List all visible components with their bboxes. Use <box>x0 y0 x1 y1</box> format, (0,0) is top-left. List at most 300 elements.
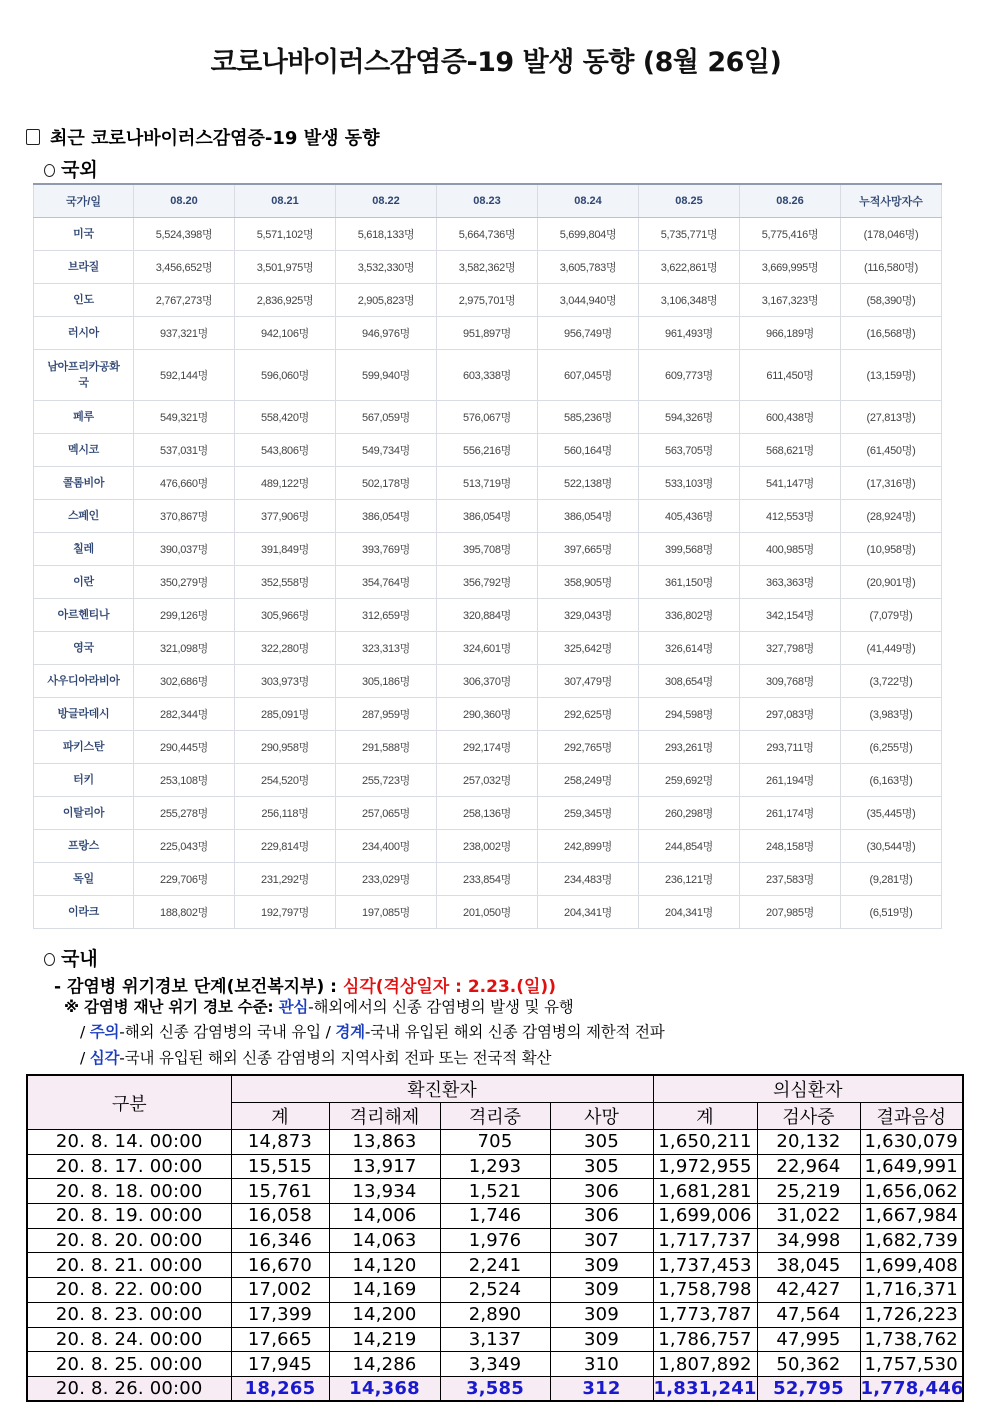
isolated-cell: 2,241 <box>440 1253 550 1278</box>
case-count: 412,553명 <box>740 499 841 532</box>
cumulative-deaths: (116,580명) <box>841 250 942 283</box>
case-count: 370,867명 <box>134 499 235 532</box>
cumulative-deaths: (178,046명) <box>841 217 942 250</box>
case-count: 204,341명 <box>538 895 639 928</box>
isolated-cell: 2,890 <box>440 1302 550 1327</box>
case-count: 233,854명 <box>437 862 538 895</box>
case-count: 188,802명 <box>134 895 235 928</box>
case-count: 322,280명 <box>235 631 336 664</box>
deaths-cell: 305 <box>550 1130 653 1155</box>
deaths-cell: 310 <box>550 1352 653 1377</box>
case-count: 603,338명 <box>437 349 538 400</box>
case-count: 292,625명 <box>538 697 639 730</box>
case-count: 201,050명 <box>437 895 538 928</box>
case-count: 3,456,652명 <box>134 250 235 283</box>
table-row <box>34 763 942 796</box>
table-row <box>27 1228 963 1253</box>
negative-cell: 1,699,408 <box>860 1253 963 1278</box>
case-count: 292,765명 <box>538 730 639 763</box>
case-count: 207,985명 <box>740 895 841 928</box>
country-name: 터키 <box>34 763 134 796</box>
case-count: 305,186명 <box>336 664 437 697</box>
suspected-total-cell: 1,807,892 <box>653 1352 757 1377</box>
isolated-cell: 1,293 <box>440 1154 550 1179</box>
case-count: 282,344명 <box>134 697 235 730</box>
cumulative-deaths: (58,390명) <box>841 283 942 316</box>
date-cell: 20. 8. 26. 00:00 <box>27 1376 231 1401</box>
header-country-date: 국가/일 <box>34 184 134 217</box>
case-count: 225,043명 <box>134 829 235 862</box>
case-count: 956,749명 <box>538 316 639 349</box>
confirmed-total-cell: 18,265 <box>231 1376 329 1401</box>
table-row <box>27 1302 963 1327</box>
released-cell: 14,063 <box>329 1228 440 1253</box>
table-row-latest <box>27 1376 963 1401</box>
case-count: 307,479명 <box>538 664 639 697</box>
country-name <box>34 349 134 400</box>
alert-note-line-3 <box>80 1046 551 1068</box>
alert-note-line-1 <box>64 995 574 1017</box>
testing-cell: 38,045 <box>757 1253 860 1278</box>
table-row <box>27 1352 963 1377</box>
level-desc: -국내 유입된 해외 신종 감염병의 지역사회 전파 또는 전국적 확산 <box>119 1049 552 1067</box>
case-count: 309,768명 <box>740 664 841 697</box>
negative-cell: 1,738,762 <box>860 1327 963 1352</box>
suspected-total-cell: 1,831,241 <box>653 1376 757 1401</box>
case-count: 611,450명 <box>740 349 841 400</box>
case-count: 285,091명 <box>235 697 336 730</box>
header-cumulative-deaths: 누적사망자수 <box>841 184 942 217</box>
negative-cell: 1,649,991 <box>860 1154 963 1179</box>
case-count: 305,966명 <box>235 598 336 631</box>
case-count: 237,583명 <box>740 862 841 895</box>
testing-cell: 22,964 <box>757 1154 860 1179</box>
case-count: 363,363명 <box>740 565 841 598</box>
case-count: 391,849명 <box>235 532 336 565</box>
case-count: 594,326명 <box>639 400 740 433</box>
date-cell: 20. 8. 21. 00:00 <box>27 1253 231 1278</box>
case-count: 329,043명 <box>538 598 639 631</box>
suspected-total-cell: 1,737,453 <box>653 1253 757 1278</box>
table-row <box>34 499 942 532</box>
confirmed-total-cell: 17,399 <box>231 1302 329 1327</box>
circle-icon <box>44 953 55 966</box>
note-intro: ※ 감염병 재난 위기 경보 수준: <box>64 998 279 1016</box>
released-cell: 14,169 <box>329 1278 440 1303</box>
case-count: 255,723명 <box>336 763 437 796</box>
released-cell: 14,200 <box>329 1302 440 1327</box>
table-row <box>34 433 942 466</box>
international-header-row <box>34 184 942 217</box>
case-count: 261,174명 <box>740 796 841 829</box>
international-table <box>33 183 942 929</box>
case-count: 2,836,925명 <box>235 283 336 316</box>
header-testing: 검사중 <box>757 1103 860 1130</box>
table-row <box>27 1278 963 1303</box>
country-name: 콜롬비아 <box>34 466 134 499</box>
case-count: 600,438명 <box>740 400 841 433</box>
case-count: 292,174명 <box>437 730 538 763</box>
table-row <box>34 829 942 862</box>
domestic-label: 국내 <box>61 948 98 970</box>
level-desc: -국내 유입된 해외 신종 감염병의 제한적 전파 <box>364 1023 665 1041</box>
date-cell: 20. 8. 20. 00:00 <box>27 1228 231 1253</box>
country-name: 파키스탄 <box>34 730 134 763</box>
table-row <box>34 349 942 400</box>
case-count: 966,189명 <box>740 316 841 349</box>
case-count: 354,764명 <box>336 565 437 598</box>
confirmed-total-cell: 15,515 <box>231 1154 329 1179</box>
cumulative-deaths: (3,722명) <box>841 664 942 697</box>
case-count: 312,659명 <box>336 598 437 631</box>
header-suspected-group: 의심환자 <box>653 1075 963 1103</box>
cumulative-deaths: (35,445명) <box>841 796 942 829</box>
case-count: 321,098명 <box>134 631 235 664</box>
case-count: 350,279명 <box>134 565 235 598</box>
case-count: 397,665명 <box>538 532 639 565</box>
header-category: 구분 <box>27 1075 231 1130</box>
case-count: 326,614명 <box>639 631 740 664</box>
case-count: 291,588명 <box>336 730 437 763</box>
case-count: 236,121명 <box>639 862 740 895</box>
released-cell: 13,917 <box>329 1154 440 1179</box>
deaths-cell: 309 <box>550 1253 653 1278</box>
case-count: 558,420명 <box>235 400 336 433</box>
cumulative-deaths: (9,281명) <box>841 862 942 895</box>
negative-cell: 1,757,530 <box>860 1352 963 1377</box>
case-count: 342,154명 <box>740 598 841 631</box>
released-cell: 14,120 <box>329 1253 440 1278</box>
header-confirmed-total: 계 <box>231 1103 329 1130</box>
case-count: 576,067명 <box>437 400 538 433</box>
table-row <box>34 400 942 433</box>
case-count: 233,029명 <box>336 862 437 895</box>
date-cell: 20. 8. 14. 00:00 <box>27 1130 231 1155</box>
confirmed-total-cell: 16,058 <box>231 1204 329 1229</box>
case-count: 323,313명 <box>336 631 437 664</box>
case-count: 192,797명 <box>235 895 336 928</box>
section-heading <box>26 124 380 150</box>
international-heading <box>44 155 98 182</box>
case-count: 260,298명 <box>639 796 740 829</box>
case-count: 386,054명 <box>437 499 538 532</box>
level-name: 심각 <box>89 1049 120 1067</box>
date-cell: 20. 8. 24. 00:00 <box>27 1327 231 1352</box>
case-count: 361,150명 <box>639 565 740 598</box>
testing-cell: 47,995 <box>757 1327 860 1352</box>
date-cell: 20. 8. 18. 00:00 <box>27 1179 231 1204</box>
case-count: 390,037명 <box>134 532 235 565</box>
table-row <box>34 631 942 664</box>
case-count: 261,194명 <box>740 763 841 796</box>
case-count: 513,719명 <box>437 466 538 499</box>
negative-cell: 1,656,062 <box>860 1179 963 1204</box>
case-count: 294,598명 <box>639 697 740 730</box>
deaths-cell: 305 <box>550 1154 653 1179</box>
case-count: 3,582,362명 <box>437 250 538 283</box>
released-cell: 13,863 <box>329 1130 440 1155</box>
case-count: 3,501,975명 <box>235 250 336 283</box>
case-count: 563,705명 <box>639 433 740 466</box>
header-date: 08.26 <box>740 184 841 217</box>
header-date: 08.20 <box>134 184 235 217</box>
testing-cell: 20,132 <box>757 1130 860 1155</box>
isolated-cell: 2,524 <box>440 1278 550 1303</box>
deaths-cell: 306 <box>550 1204 653 1229</box>
cumulative-deaths: (10,958명) <box>841 532 942 565</box>
suspected-total-cell: 1,758,798 <box>653 1278 757 1303</box>
country-name: 멕시코 <box>34 433 134 466</box>
case-count: 3,167,323명 <box>740 283 841 316</box>
negative-cell: 1,682,739 <box>860 1228 963 1253</box>
case-count: 287,959명 <box>336 697 437 730</box>
cumulative-deaths: (28,924명) <box>841 499 942 532</box>
released-cell: 14,006 <box>329 1204 440 1229</box>
confirmed-total-cell: 14,873 <box>231 1130 329 1155</box>
case-count: 244,854명 <box>639 829 740 862</box>
header-confirmed-group: 확진환자 <box>231 1075 653 1103</box>
table-row <box>27 1154 963 1179</box>
deaths-cell: 312 <box>550 1376 653 1401</box>
level-name: 주의 <box>89 1023 120 1041</box>
date-cell: 20. 8. 23. 00:00 <box>27 1302 231 1327</box>
case-count: 522,138명 <box>538 466 639 499</box>
case-count: 229,814명 <box>235 829 336 862</box>
case-count: 352,558명 <box>235 565 336 598</box>
country-name: 독일 <box>34 862 134 895</box>
case-count: 3,605,783명 <box>538 250 639 283</box>
case-count: 259,692명 <box>639 763 740 796</box>
date-cell: 20. 8. 22. 00:00 <box>27 1278 231 1303</box>
case-count: 308,654명 <box>639 664 740 697</box>
case-count: 946,976명 <box>336 316 437 349</box>
case-count: 5,735,771명 <box>639 217 740 250</box>
case-count: 3,044,940명 <box>538 283 639 316</box>
table-row <box>34 565 942 598</box>
cumulative-deaths: (6,163명) <box>841 763 942 796</box>
case-count: 502,178명 <box>336 466 437 499</box>
country-name: 인도 <box>34 283 134 316</box>
domestic-header-group-row <box>27 1075 963 1103</box>
case-count: 395,708명 <box>437 532 538 565</box>
case-count: 2,905,823명 <box>336 283 437 316</box>
case-count: 293,261명 <box>639 730 740 763</box>
country-name: 이라크 <box>34 895 134 928</box>
suspected-total-cell: 1,972,955 <box>653 1154 757 1179</box>
testing-cell: 31,022 <box>757 1204 860 1229</box>
country-name-line: 국 <box>78 376 89 389</box>
case-count: 327,798명 <box>740 631 841 664</box>
case-count: 258,136명 <box>437 796 538 829</box>
international-label: 국외 <box>61 159 98 181</box>
country-name: 미국 <box>34 217 134 250</box>
table-row <box>34 664 942 697</box>
alert-note-line-2 <box>80 1020 665 1042</box>
domestic-heading <box>44 944 98 971</box>
case-count: 325,642명 <box>538 631 639 664</box>
cumulative-deaths: (17,316명) <box>841 466 942 499</box>
header-date: 08.25 <box>639 184 740 217</box>
isolated-cell: 705 <box>440 1130 550 1155</box>
case-count: 560,164명 <box>538 433 639 466</box>
case-count: 255,278명 <box>134 796 235 829</box>
country-name: 칠레 <box>34 532 134 565</box>
country-name: 페루 <box>34 400 134 433</box>
case-count: 3,622,861명 <box>639 250 740 283</box>
date-cell: 20. 8. 19. 00:00 <box>27 1204 231 1229</box>
case-count: 248,158명 <box>740 829 841 862</box>
negative-cell: 1,726,223 <box>860 1302 963 1327</box>
case-count: 568,621명 <box>740 433 841 466</box>
table-row <box>27 1327 963 1352</box>
case-count: 303,973명 <box>235 664 336 697</box>
deaths-cell: 306 <box>550 1179 653 1204</box>
cumulative-deaths: (27,813명) <box>841 400 942 433</box>
case-count: 257,032명 <box>437 763 538 796</box>
confirmed-total-cell: 15,761 <box>231 1179 329 1204</box>
country-name: 아르헨티나 <box>34 598 134 631</box>
table-row <box>34 796 942 829</box>
case-count: 533,103명 <box>639 466 740 499</box>
case-count: 293,711명 <box>740 730 841 763</box>
released-cell: 14,219 <box>329 1327 440 1352</box>
header-date: 08.21 <box>235 184 336 217</box>
separator: / <box>325 1023 336 1041</box>
case-count: 290,360명 <box>437 697 538 730</box>
negative-cell: 1,667,984 <box>860 1204 963 1229</box>
table-row <box>34 895 942 928</box>
confirmed-total-cell: 17,665 <box>231 1327 329 1352</box>
table-row <box>34 217 942 250</box>
isolated-cell: 1,746 <box>440 1204 550 1229</box>
country-name: 러시아 <box>34 316 134 349</box>
suspected-total-cell: 1,717,737 <box>653 1228 757 1253</box>
level-name: 관심 <box>278 998 309 1016</box>
table-row <box>34 250 942 283</box>
released-cell: 14,368 <box>329 1376 440 1401</box>
level-desc: -해외에서의 신종 감염병의 발생 및 유행 <box>308 998 574 1016</box>
case-count: 596,060명 <box>235 349 336 400</box>
cumulative-deaths: (41,449명) <box>841 631 942 664</box>
country-name-line: 남아프리카공화 <box>47 360 120 373</box>
header-isolated: 격리중 <box>440 1103 550 1130</box>
table-row <box>34 466 942 499</box>
case-count: 2,767,273명 <box>134 283 235 316</box>
isolated-cell: 1,521 <box>440 1179 550 1204</box>
isolated-cell: 3,585 <box>440 1376 550 1401</box>
case-count: 5,618,133명 <box>336 217 437 250</box>
case-count: 567,059명 <box>336 400 437 433</box>
case-count: 386,054명 <box>538 499 639 532</box>
case-count: 234,483명 <box>538 862 639 895</box>
case-count: 942,106명 <box>235 316 336 349</box>
table-row <box>34 697 942 730</box>
alert-level: 심각(격상일자 : 2.23.(일)) <box>342 977 556 997</box>
case-count: 951,897명 <box>437 316 538 349</box>
domestic-table <box>26 1074 964 1402</box>
cumulative-deaths: (61,450명) <box>841 433 942 466</box>
alert-prefix: - 감염병 위기경보 단계(보건복지부) : <box>54 977 343 997</box>
case-count: 5,571,102명 <box>235 217 336 250</box>
negative-cell: 1,716,371 <box>860 1278 963 1303</box>
testing-cell: 42,427 <box>757 1278 860 1303</box>
table-row <box>34 316 942 349</box>
country-name: 이탈리아 <box>34 796 134 829</box>
case-count: 197,085명 <box>336 895 437 928</box>
case-count: 204,341명 <box>639 895 740 928</box>
case-count: 358,905명 <box>538 565 639 598</box>
table-row <box>34 532 942 565</box>
page-title: 코로나바이러스감염증-19 발생 동향 (8월 26일) <box>210 47 782 78</box>
suspected-total-cell: 1,699,006 <box>653 1204 757 1229</box>
confirmed-total-cell: 17,002 <box>231 1278 329 1303</box>
case-count: 257,065명 <box>336 796 437 829</box>
case-count: 256,118명 <box>235 796 336 829</box>
header-date: 08.24 <box>538 184 639 217</box>
table-row <box>27 1130 963 1155</box>
header-suspected-total: 계 <box>653 1103 757 1130</box>
testing-cell: 50,362 <box>757 1352 860 1377</box>
case-count: 541,147명 <box>740 466 841 499</box>
case-count: 238,002명 <box>437 829 538 862</box>
case-count: 229,706명 <box>134 862 235 895</box>
cumulative-deaths: (6,255명) <box>841 730 942 763</box>
confirmed-total-cell: 16,346 <box>231 1228 329 1253</box>
isolated-cell: 3,137 <box>440 1327 550 1352</box>
case-count: 253,108명 <box>134 763 235 796</box>
testing-cell: 34,998 <box>757 1228 860 1253</box>
cumulative-deaths: (30,544명) <box>841 829 942 862</box>
case-count: 937,321명 <box>134 316 235 349</box>
table-row <box>27 1179 963 1204</box>
case-count: 258,249명 <box>538 763 639 796</box>
alert-level-line <box>54 972 556 997</box>
case-count: 299,126명 <box>134 598 235 631</box>
negative-cell: 1,778,446 <box>860 1376 963 1401</box>
case-count: 336,802명 <box>639 598 740 631</box>
case-count: 609,773명 <box>639 349 740 400</box>
case-count: 5,775,416명 <box>740 217 841 250</box>
header-date: 08.22 <box>336 184 437 217</box>
case-count: 3,669,995명 <box>740 250 841 283</box>
country-name: 방글라데시 <box>34 697 134 730</box>
deaths-cell: 309 <box>550 1302 653 1327</box>
country-name: 브라질 <box>34 250 134 283</box>
case-count: 537,031명 <box>134 433 235 466</box>
released-cell: 13,934 <box>329 1179 440 1204</box>
case-count: 476,660명 <box>134 466 235 499</box>
table-row <box>34 283 942 316</box>
case-count: 386,054명 <box>336 499 437 532</box>
country-name: 영국 <box>34 631 134 664</box>
case-count: 2,975,701명 <box>437 283 538 316</box>
deaths-cell: 307 <box>550 1228 653 1253</box>
case-count: 3,532,330명 <box>336 250 437 283</box>
case-count: 599,940명 <box>336 349 437 400</box>
deaths-cell: 309 <box>550 1327 653 1352</box>
suspected-total-cell: 1,786,757 <box>653 1327 757 1352</box>
released-cell: 14,286 <box>329 1352 440 1377</box>
table-row <box>34 862 942 895</box>
case-count: 242,899명 <box>538 829 639 862</box>
case-count: 5,524,398명 <box>134 217 235 250</box>
suspected-total-cell: 1,681,281 <box>653 1179 757 1204</box>
confirmed-total-cell: 17,945 <box>231 1352 329 1377</box>
separator: / <box>80 1023 90 1041</box>
case-count: 543,806명 <box>235 433 336 466</box>
testing-cell: 25,219 <box>757 1179 860 1204</box>
table-row <box>34 730 942 763</box>
